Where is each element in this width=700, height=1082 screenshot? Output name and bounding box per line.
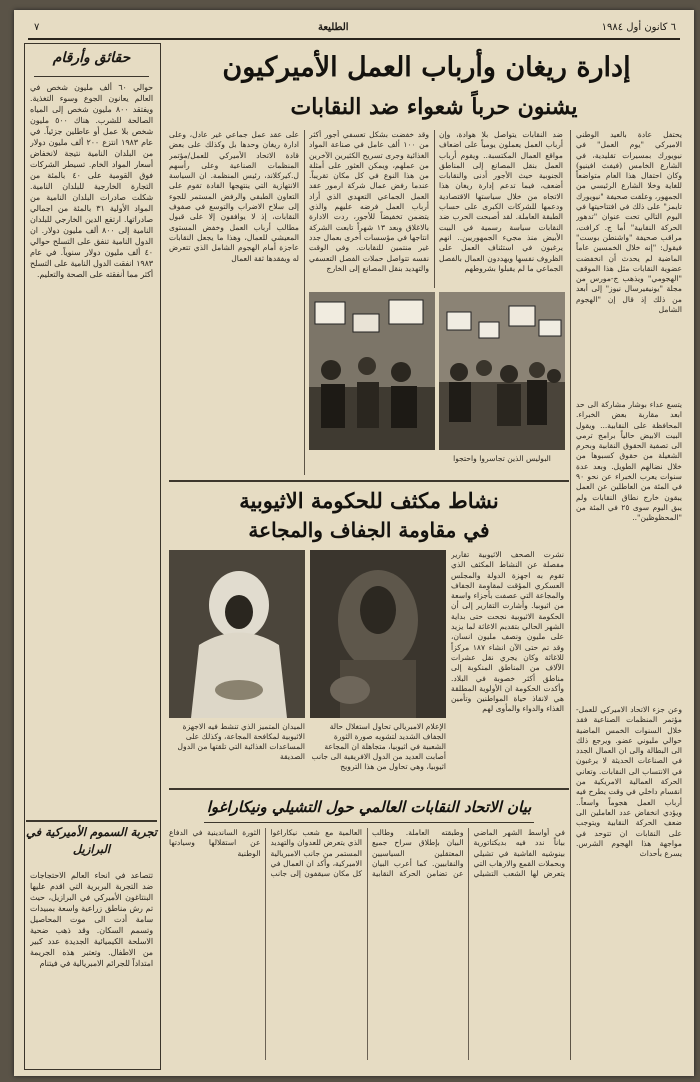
ethiopia-photo-caption-right: الميدان المتميز الذي تنشط فيه الاجهزة الاثيوبية لمكافحة المجاعة، وكذلك على المساعدات الغذائية التي تلقتها من الدول الصديقة [177,722,305,761]
ethiopia-photo-caption-left: الإعلام الامبريالي تحاول استغلال حالة الجفاف الشديد لتشويه صورة الثورة الشعبية في اثيوبيا، متجاهلة ان المجاعة أصابت العديد من الدول الافريقية الى جانب اثيوبيا، وهي تحاول من هذا الترويج [311,722,446,771]
ethiopia-article-text: نشرت الصحف الاثيوبية تقارير مفصلة عن النشاط المكثف الذي تقوم به اجهزة الدولة والمجلس العسكري المؤقت لمقاومة الجفاف والمجاعة التي عصفت بأجزاء واسعة من اثيوبيا. وأشارت التقارير إلى أن الحكومة الاثيوبية نجحت حتى بداية الشهر الحالي بتقديم الاغاثة لما يزيد على مليون ونصف مليون انسان، وقد تم حتى الآن انشاء ١٨٧ مركزاً للاغاثة وكان يجري نقل عشرات الآلاف من المناطق المنكوبة إلى مناطق أكثر خصوبة في البلاد. وأكدت الحكومة ان الأولوية المطلقة هي لانقاذ حياة المواطنين وتأمين الغذاء والدواء والمأوى لهم [451,550,564,714]
strike-photo-caption: البوليس الذين تجاسروا واحتجوا [453,454,551,463]
sidebar-divider [34,76,149,77]
column-rule [570,130,571,1060]
column-rule [434,130,435,288]
main-article-col2: ضد النقابات يتواصل بلا هوادة، وإن أرباب العمل يعملون يومياً على اضعاف مواقع العمال المكتسبة.. ويقوم أرباب العمل بنقل المصانع إلى المناطق الجنوبية حيث الأجور أدنى والنقابات أضعف، فيما تدعم إدارة ريغان هذا الاتجاه من خلال سياستها الاقتصادية ودعمها للشركات الكبرى على حساب الطبقة العاملة. لقد أصبحت الحرب ضد النقابات سياسة رسمية في البيت الأبيض منذ مجيء الجمهوريين.. انهم يرغبون في استئناف العمل على الظروف نفسها ويهددون العمال بالفصل الجماعي ما لم يقبلوا بشروطهم [439,130,563,273]
right-column-text-lower: وعن جزء الاتحاد الاميركي للعمل-مؤتمر المنظمات الصناعية فقد خلال السنوات الخمس الماضية حوالي مليوني عضو. ويرجع ذلك الى البطالة والى ان العمال الجدد في الصناعات الحديثة لا يرغبون في الانتساب الى النقابات. وتعاني الحركة العمالية الامريكية من انقسام داخلي في وقت يطرح فيه أرباب العمل هجوماً واسعاً.. ويؤدي انخفاض عدد العاملين الى ضعف الحركة النقابية ويتوجب على النقابات ان تتوحد في مواجهة هذا الهجوم الشرس. يسرع بأحداث [576,705,682,859]
chile-headline: بيان الاتحاد النقابات العالمي حول التشيلي ونيكاراغوا [206,798,532,816]
sidebar-brazil-text: تتصاعد في انحاء العالم الاحتجاجات ضد التجربة البربرية التي اقدم عليها البنتاغون الأميركي في البرازيل، حيث تم رش مناطق زراعية واسعة بمبيدات سامة أدت الى موت المحاصيل وتسمم السكان. وقد ذهب ضحية الاسلحة الكيميائية الجديدة عدد كبير من الاطفال. وتعتبر هذه الجريمة امتداداً للجرائم الامبريالية في فيتنام [30,871,153,968]
issue-date: ٦ كانون أول ١٩٨٤ [601,22,676,33]
ethiopia-photo-2 [169,550,305,718]
headline-rule [204,822,534,823]
section-divider [169,788,569,790]
column-rule [304,130,305,475]
section-divider [169,480,569,482]
newspaper-page [14,10,694,1076]
ethiopia-headline: نشاط مكثف للحكومة الاثيوبية [239,488,499,513]
ethiopia-photo-1 [310,550,446,718]
section-name: الطليعة [318,22,349,33]
main-article-col3: وقد خفضت بشكل تعسفي أجور أكثر من ١٠٠ ألف عامل في صناعة المواد الغذائية وجرى تسريح الكثيرين الآخرين من عملهم، ويمكن العثور على أمثلة من هذا النوع في كل مكان تقريباً. عندما رفض عمال شركة ارمور عقد العمل الجماعي التعهدي الذي أراد أرباب العمل فرضه عليهم والذي يتضمن تخفيضاً للأجور، ردت الادارة بالاغلاق وبعد ١٣ شهراً تابعت الشركة انتاجها في مؤسسات أخرى بعمال جدد غير منتمين للنقابات. وفي الوقت نفسه تتواصل حملات الفصل التعسفي والتهديد بنقل المصانع إلى الخارج [309,130,429,273]
sidebar-title-brazil: تجربة السموم الأميركية في البرازيل [26,825,157,856]
sidebar-divider [26,820,157,822]
main-article-col1: يحتفل عادة بالعيد الوطني الاميركي "يوم العمل" في نيويورك بمسيرات تقليدية، في الشارع الخامس (فيفث افينيو) وكان احتفال هذا العام متواضعاً للغاية وخلا الشارع الرئيسي من الجمهور، وعلقت صحيفة "نيويورك تايمز" على ذلك في افتتاحيتها في اليوم التالي تحت عنوان "تدهور الحركة النقابية" أما ج. كرافت، مراقب صحيفة "واشنطن بوست" فيقول: "إنه خلال الخمسين عاماً الماضية لم يحدث أن انخفضت عضوية النقابات مثل هذا الموقف "الهجومي" ويذهب ج-مورس من مجلة "يونيفيرسال نيوز" إلى أبعد من ذلك إذ قال إن "الهجوم الشامل [576,130,682,315]
right-column-text: يتسع عداء بوشار مشاركة الى حد ابعد مقاربة بعض الخبراء. المحافظة على النقابية... ويقول البيت الابيض حالياً برامج ترمي الى تصفية الحقوق النقابية وبحرم الشغيلة من حقوق كسبوها من خلال نضالهم الطويل. وبعد عدة سنوات يعرب الخبراء عن نحو ٩٠ في المئة من العاطلين عن العمل يبقون خارج نطاق النقابات ولم يبق اليوم سوى ٢٥ في المئة من "المحظوظين".. [576,400,682,523]
page-number: ٧ [34,22,40,33]
main-article-col4: على عقد عمل جماعي غير عادل، وعلى ادارة ريغان وحدها بل وكذلك على بعض قادة الاتحاد الأميركي للعمل/مؤتمر المنظمات الصناعية وعلى رأسهم ل.كيركلاند، رئيس المنظمة. ان السياسة الانتهازية التي ينتهجها القادة تقوم على التعاون الطبقي والرفض المستمر للجوء إلى سلاح الاضراب والتوسع في صفوف النقابات، إذ لا يوافقون إلا على قبول مطالب أرباب العمل وخفض المستوى المعيشي للعمال، وهذا ما يجعل النقابات عاجزة أمام الهجوم الشامل الذي تتعرض له ويفقدها ثقة العمال [169,130,299,263]
chile-article-text: في أواسط الشهر الماضي بياناً ندد فيه بديكتاتورية بينوشيه الفاشية في تشيلي وبحملات القمع والارهاب التي يتعرض لها الشعب التشيلي وطبقته العاملة. وطالب البيان بإطلاق سراح جميع المعتقلين السياسيين والنقابيين. كما أعرب البيان عن تضامن الحركة النقابية العالمية مع شعب نيكاراغوا الذي يتعرض للعدوان والتهديد المستمر من جانب الامبريالية الاميركية، وأكد ان العمال في كل مكان سيقفون إلى جانب الثورة الساندينية في الدفاع عن استقلالها وسيادتها الوطنية [169,828,565,879]
strike-photo-left [309,292,435,450]
page-header [28,18,680,40]
strike-photo [439,292,565,450]
sidebar-title-facts: حقائق وأرقام [52,50,131,66]
sidebar-facts-text: حوالي ٦٠ ألف مليون شخص في العالم يعانون الجوع وسوء التغذية. ويفتقد ٨٠٠ مليون شخص إلى المياه الصالحة للشرب. هناك ٥٠٠ مليون شخص بلا عمل أو عاطلين جزئياً. في عام ١٩٨٣ انتزع ٢٠٠ ألف مليون دولار من البلدان النامية نتيجة لانخفاض أسعار المواد الخام. تسيطر الشركات فوق القومية على ٤٠ بالمئة من التجارة الخارجية للبلدان النامية. شكلت صادرات البلدان النامية من المواد الأولية ٣١ بالمئة من اجمالي صادراتها. ارتفع الدين الخارجي للبلدان النامية إلى ٨٠٠ ألف مليون دولار. ان الدول النامية تنفق على التسلح حوالي ٤٠ ألف مليون دولار سنوياً. في عام ١٩٨٣ انفقت الدول النامية على التسلح أكثر مما أنفقته على الصحة والتعليم. [30,83,153,279]
main-subheadline: يشنون حرباً شعواء ضد النقابات [290,94,578,120]
ethiopia-subheadline: في مقاومة الجفاف والمجاعة [248,518,490,542]
main-headline: إدارة ريغان وأرباب العمل الأميركيون [222,52,631,83]
